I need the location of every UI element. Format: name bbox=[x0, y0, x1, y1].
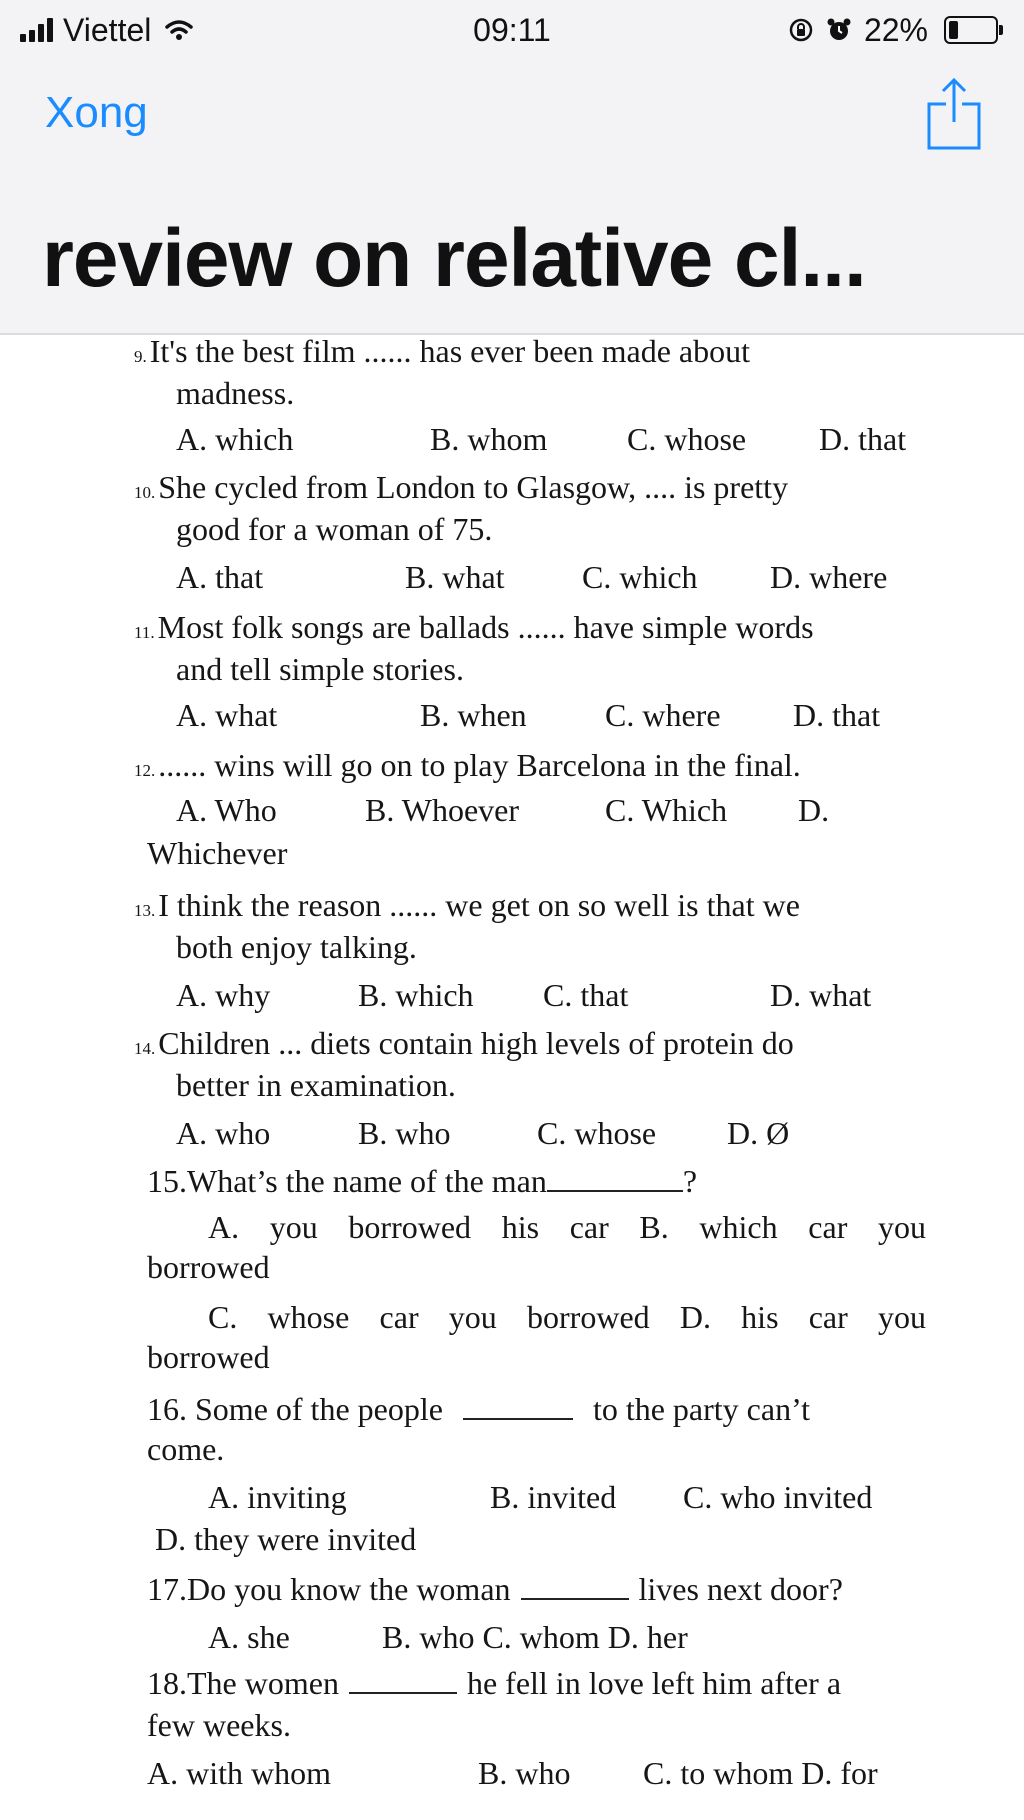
battery-percent: 22% bbox=[863, 11, 928, 48]
option: A. who bbox=[176, 1115, 271, 1151]
option: D. that bbox=[819, 421, 907, 457]
option: D. that bbox=[793, 697, 881, 733]
option: B. when bbox=[420, 697, 527, 733]
option: B. who bbox=[478, 1755, 571, 1791]
question-text: few weeks. bbox=[147, 1707, 291, 1743]
option: borrowed bbox=[147, 1339, 270, 1375]
option: D. they were invited bbox=[155, 1521, 417, 1557]
option: A. why bbox=[176, 977, 271, 1013]
done-button[interactable]: Xong bbox=[45, 88, 148, 137]
option: C. whose bbox=[537, 1115, 657, 1151]
option: C. Which bbox=[605, 792, 728, 828]
option: B. who C. whom D. her bbox=[382, 1619, 688, 1655]
option: B. Whoever bbox=[365, 792, 520, 828]
option: C. whose bbox=[627, 421, 747, 457]
question-14: 14.Children ... diets contain high levels of protein do bbox=[134, 1025, 794, 1061]
option: A. you borrowed his car B. which car you bbox=[208, 1209, 926, 1245]
question-text: madness. bbox=[176, 375, 295, 411]
question-16: 16. Some of the people to the party can’t bbox=[147, 1391, 811, 1427]
question-17: 17.Do you know the woman lives next door? bbox=[147, 1571, 843, 1607]
option: borrowed bbox=[147, 1249, 270, 1285]
option: Whichever bbox=[147, 835, 288, 871]
option: A. which bbox=[176, 421, 294, 457]
option: C. that bbox=[543, 977, 629, 1013]
answer-blank bbox=[463, 1394, 573, 1420]
option: A. with whom bbox=[147, 1755, 331, 1791]
question-12: 12....... wins will go on to play Barcelona in the final. bbox=[134, 747, 801, 783]
option: A. that bbox=[176, 559, 264, 595]
header-area bbox=[0, 0, 1024, 335]
answer-blank bbox=[547, 1166, 683, 1192]
option: D. Ø bbox=[727, 1115, 790, 1151]
question-text: better in examination. bbox=[176, 1067, 456, 1103]
question-13: 13.I think the reason ...... we get on so well is that we bbox=[134, 887, 800, 923]
option: B. which bbox=[358, 977, 474, 1013]
option: B. whom bbox=[430, 421, 548, 457]
carrier-label: Viettel bbox=[63, 11, 152, 48]
option: A. inviting bbox=[208, 1479, 347, 1515]
document-content bbox=[0, 335, 1024, 1820]
option: B. invited bbox=[490, 1479, 617, 1515]
status-time: 09:11 bbox=[473, 12, 551, 48]
page-title: review on relative cl... bbox=[42, 213, 866, 304]
option: D. what bbox=[770, 977, 872, 1013]
option: D. where bbox=[770, 559, 888, 595]
option: A. what bbox=[176, 697, 278, 733]
option: C. which bbox=[582, 559, 698, 595]
option: A. Who bbox=[176, 792, 277, 828]
answer-blank bbox=[521, 1574, 629, 1600]
question-text: and tell simple stories. bbox=[176, 651, 464, 687]
option: A. she bbox=[208, 1619, 290, 1655]
option: C. whose car you borrowed D. his car you bbox=[208, 1299, 926, 1335]
question-text: good for a woman of 75. bbox=[176, 511, 493, 547]
share-icon[interactable] bbox=[926, 76, 982, 152]
question-text: both enjoy talking. bbox=[176, 929, 417, 965]
status-bar bbox=[0, 10, 1024, 50]
question-18: 18.The women he fell in love left him after a bbox=[147, 1665, 842, 1701]
battery-icon bbox=[944, 16, 998, 44]
question-9: 9.It's the best film ...... has ever been made about bbox=[134, 333, 750, 369]
option: B. what bbox=[405, 559, 505, 595]
option: C. who invited bbox=[683, 1479, 873, 1515]
answer-blank bbox=[349, 1668, 457, 1694]
rotation-lock-icon bbox=[788, 17, 814, 43]
question-15: 15.What’s the name of the man ? bbox=[147, 1163, 698, 1199]
question-10: 10.She cycled from London to Glasgow, .... is pretty bbox=[134, 469, 789, 505]
option: D. bbox=[798, 792, 830, 828]
option: C. to whom D. for bbox=[643, 1755, 878, 1791]
question-11: 11.Most folk songs are ballads ...... have simple words bbox=[134, 609, 814, 645]
option: C. where bbox=[605, 697, 721, 733]
question-text: come. bbox=[147, 1431, 225, 1467]
alarm-icon bbox=[826, 17, 852, 43]
option: B. who bbox=[358, 1115, 451, 1151]
